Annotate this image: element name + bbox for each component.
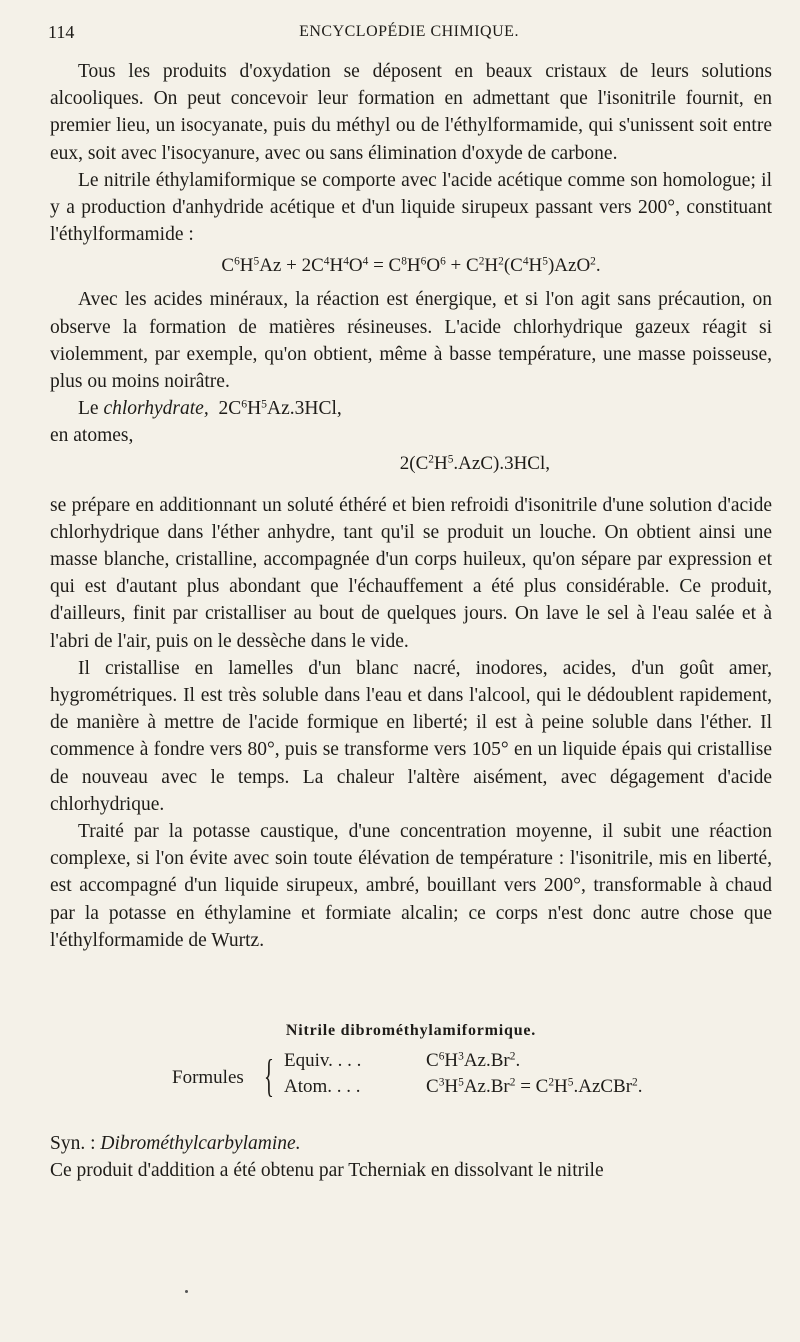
paragraph-en-atomes: en atomes, [50, 425, 134, 447]
section-title: Nitrile dibrométhylamiformique. [285, 1022, 537, 1040]
equiv-label: Equiv. . . . [284, 1050, 362, 1072]
formulas-label: Formules [172, 1067, 244, 1089]
paragraph-chlorhydrate [50, 395, 772, 422]
atom-label: Atom. . . . [284, 1076, 361, 1098]
paragraph-properties: Il cristallise en lamelles d'un blanc nacré, inodores, acides, d'un goût amer, hygrométriques. Il est très soluble dans l'eau et dans l'alcool, qui le dédoublent rapidement, de manière à mettre de l'acide formique en liberté; il est à peine soluble dans l'éther. Il commence à fondre vers 80°, puis se transforme vers 105° en un liquide épais qui cristallise de nouveau avec le temps. La chaleur l'altère aisément, avec dégagement d'acide chlorhydrique. [50, 657, 772, 815]
formula-row-equiv [284, 1050, 520, 1072]
paragraph-tcherniak: Ce produit d'addition a été obtenu par Tcherniak en dissolvant le nitrile [50, 1160, 604, 1182]
running-title: ENCYCLOPÉDIE CHIMIQUE. [299, 23, 519, 40]
synonym-line [50, 1130, 772, 1157]
chlorhydrate-prefix: Le [78, 398, 104, 420]
paragraph-preparation: se prépare en additionnant un soluté éthéré et bien refroidi d'isonitrile d'une solution d'acide chlorhydrique dans l'éther anhydre, tant qu'il se produit un louche. On obtient ainsi une masse blanche, cristalline, accompagnée d'un corps huileux, qu'on sépare par expression et qui est d'autant plus abondant que l'échauffement a été plus considérable. Ce produit, d'ailleurs, finit par cristalliser au bout de quelques jours. On lave le sel à l'eau salée et à l'abri de l'air, puis on le dessèche dans le vide. [50, 494, 772, 652]
ink-speck [185, 1290, 188, 1293]
synonym-prefix: Syn. : [50, 1133, 101, 1155]
left-brace: { [264, 1050, 274, 1102]
page-header [48, 22, 770, 48]
paragraph-potash: Traité par la potasse caustique, d'une concentration moyenne, il subit une réaction complexe, si l'on évite avec soin toute élévation de température : l'isonitrile, mis en liberté, est accompagné d'un liquide sirupeux, ambré, bouillant vers 200°, transformable à chaud par la potasse en éthylamine et formiate alcalin; ce corps n'est donc autre chose que l'éthylformamide de Wurtz. [50, 821, 772, 951]
page-body [50, 58, 772, 1185]
formula-atom-chlorhydrate: $2(C^2H^5.AzC).3HCl$, [399, 452, 550, 474]
equiv-formula: $C^6H^3Az.Br^2$. [426, 1050, 521, 1072]
synonym-name: Dibrométhylcarbylamine. [100, 1133, 301, 1155]
formula-row-atom [284, 1076, 643, 1098]
atom-formula: $C^3H^5Az.Br^2$ = $C^2H^5.AzCBr^2$. [426, 1076, 643, 1098]
paragraph-acetic-acid: Le nitrile éthylamiformique se comporte avec l'acide acétique comme son homologue; il y a production d'anhydride acétique et d'un liquide sirupeux passant vers 200°, constituant l'éthylformamide : [50, 169, 772, 246]
page-number: 114 [48, 22, 75, 42]
section-gap [50, 954, 772, 1004]
equation-ethylformamide: $C^6H^5Az + 2C^4H^4O^4 = C^8H^6O^6 + C^2H^2(C^4H^5)AzO^2$. [221, 255, 601, 277]
paragraph-oxidation: Tous les produits d'oxydation se déposent en beaux cristaux de leurs solutions alcooliques. On peut concevoir leur formation en admettant que l'isonitrile fournit, en premier lieu, un isocyanate, puis du méthyl ou de l'éthylformamide, qui s'unissent soit entre eux, soit avec l'isocyanure, avec ou sans élimination d'oxyde de carbone. [50, 61, 772, 164]
paragraph-mineral-acids: Avec les acides minéraux, la réaction est énergique, et si l'on agit sans précaution, on observe la formation de matières résineuses. L'acide chlorhydrique gazeux réagit si violemment, par exemple, qu'on obtient, même à basse température, une masse poisseuse, plus ou moins noirâtre. [50, 289, 772, 393]
chlorhydrate-term: chlorhydrate, [103, 398, 209, 420]
formulas-block [172, 1050, 772, 1110]
formula-equiv-chlorhydrate: $2C^6H^5Az.3HCl$, [218, 397, 342, 420]
